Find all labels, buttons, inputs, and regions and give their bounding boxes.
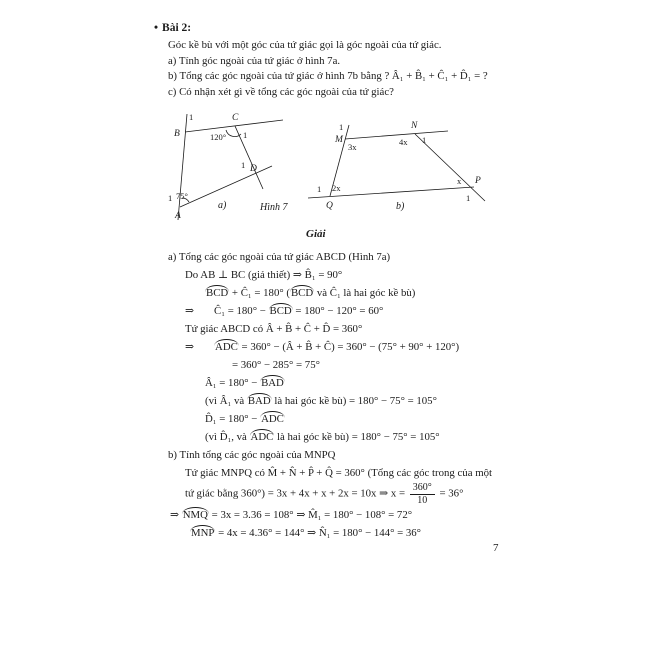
angle-name: ADC (215, 341, 238, 353)
angle-name: BCD (269, 305, 292, 317)
text-segment: ⇒ (170, 509, 182, 521)
text-segment: là hai góc kề bù) = 180° − 75° = 105° (274, 431, 440, 443)
text-segment: (vì D̂₁, và (205, 431, 250, 443)
text-segment: (vì Â₁ và (205, 395, 247, 407)
vertex-label: M (335, 135, 343, 145)
text-segment: Tứ giác MNPQ có M̂ + N̂ + P̂ + Q̂ = 360° (Tổng các góc trong của một (185, 467, 492, 479)
angle-value-label: 120° (210, 132, 227, 142)
text-segment: = 360° − 285° = 75° (232, 359, 320, 371)
vertex-label: P (475, 176, 481, 186)
solution-line (154, 302, 574, 320)
solution-line (154, 356, 574, 374)
text-segment: Ĉ₁ = 180° − (214, 305, 269, 317)
page-content (154, 22, 574, 542)
solution-line (154, 524, 574, 542)
solution-line (154, 506, 574, 524)
problem-part-c: c) Có nhận xét gì về tổng các góc ngoài của tứ giác? (168, 85, 394, 98)
page-number: 7 (493, 542, 499, 554)
text-segment: = 3x = 3.36 = 108° ⇒ M̂₁ = 180° − 108° = 72° (208, 509, 413, 521)
angle-name: BAD (247, 395, 271, 407)
vertex-label: C (232, 113, 239, 123)
angle-name: MNP (191, 527, 215, 539)
angle-value-label: 75° (176, 191, 188, 201)
text-segment: là hai góc kề bù) = 180° − 75° = 105° (271, 395, 437, 407)
text-segment: ⇒ (185, 305, 195, 317)
angle-name: BAD (261, 377, 284, 389)
figure-7-svg (148, 110, 508, 220)
angle-value-label: x (457, 176, 462, 186)
solution-line (154, 392, 574, 410)
angle-name: ADC (250, 431, 274, 443)
angle-name: NMQ (182, 509, 208, 521)
angle-name: BCD (206, 287, 229, 299)
text-segment: = 360° − (Â + B̂ + Ĉ) = 360° − (75° + 90° + 120°) (238, 341, 460, 353)
figure-a-labels (168, 112, 257, 220)
solution-heading: Giải (306, 228, 326, 240)
subfigure-label: a) (218, 200, 227, 211)
text-segment: a) Tổng các góc ngoài của tứ giác ABCD (Hình 7a) (168, 251, 391, 263)
solution-line (154, 446, 574, 464)
solution-lines (154, 248, 574, 542)
exterior-angle-label: 1 (422, 135, 427, 145)
solution-line (154, 266, 574, 284)
text-segment: tứ giác bằng 360°) = 3x + 4x + x + 2x = 10x ⇒ x = (185, 487, 408, 500)
text-segment: Â₁ = 180° − (205, 377, 261, 389)
solution-line (154, 284, 574, 302)
vertex-label: Q (326, 201, 333, 211)
exterior-angle-label: 1 (339, 122, 344, 132)
figure-line (345, 131, 448, 139)
figure-7 (154, 110, 574, 220)
problem-part-b: b) Tổng các góc ngoài của tứ giác ở hình 7b bằng ? Â₁ + B̂₁ + Ĉ₁ + D̂₁ = ? (168, 70, 488, 82)
exterior-angle-label: 1 (466, 193, 471, 203)
text-segment: + Ĉ₁ = 180° ( (229, 287, 290, 299)
fraction: $\frac{360^\circ}{10}$ (410, 482, 435, 506)
exercise-title-text: Bài 2: (162, 22, 192, 34)
exterior-angle-label: 1 (189, 112, 194, 122)
angle-value-label: 3x (348, 142, 357, 152)
solution-line (154, 410, 574, 428)
text-segment: và Ĉ₁ là hai góc kề bù) (314, 287, 416, 299)
solution-line (154, 374, 574, 392)
text-segment: D̂₁ = 180° − (205, 413, 261, 425)
text-segment: = 180° − 120° = 60° (292, 305, 384, 317)
problem-part-a: a) Tính góc ngoài của tứ giác ở hình 7a. (168, 54, 341, 67)
vertex-label: B (174, 129, 180, 139)
exercise-title (154, 22, 574, 34)
subfigure-label: b) (396, 201, 405, 212)
text-segment: Do AB ⊥ BC (giả thiết) ⇒ B̂₁ = 90° (185, 269, 343, 281)
text-segment: = 36° (436, 487, 464, 500)
solution-line (154, 248, 574, 266)
figure-caption: Hình 7 (260, 202, 288, 213)
bullet-marker: • (154, 22, 159, 34)
exterior-angle-label: 1 (241, 160, 246, 170)
solution-line (154, 428, 574, 446)
text-segment: = 4x = 4.36° = 144° ⇒ N̂₁ = 180° − 144° = 36° (215, 527, 422, 539)
text-segment: ⇒ (185, 341, 195, 353)
angle-value-label: 4x (399, 137, 408, 147)
angle-name: ADC (261, 413, 284, 425)
solution-line (154, 482, 574, 506)
vertex-label: N (411, 121, 418, 131)
solution-line (154, 464, 574, 482)
text-segment: Tứ giác ABCD có Â + B̂ + Ĉ + D̂ = 360° (185, 323, 363, 335)
angle-name: BCD (290, 287, 314, 299)
problem-statement-line: Góc kề bù với một góc của tứ giác gọi là góc ngoài của tứ giác. (168, 39, 442, 51)
angle-arc (226, 130, 241, 137)
exterior-angle-label: 1 (317, 184, 322, 194)
solution-line (154, 338, 574, 356)
solution-line (154, 320, 574, 338)
vertex-label: A (175, 211, 181, 220)
angle-value-label: 2x (332, 183, 341, 193)
exterior-angle-label: 1 (168, 193, 173, 203)
text-segment: b) Tính tổng các góc ngoài của MNPQ (168, 449, 336, 461)
vertex-label: D (250, 164, 257, 174)
exterior-angle-label: 1 (243, 130, 248, 140)
